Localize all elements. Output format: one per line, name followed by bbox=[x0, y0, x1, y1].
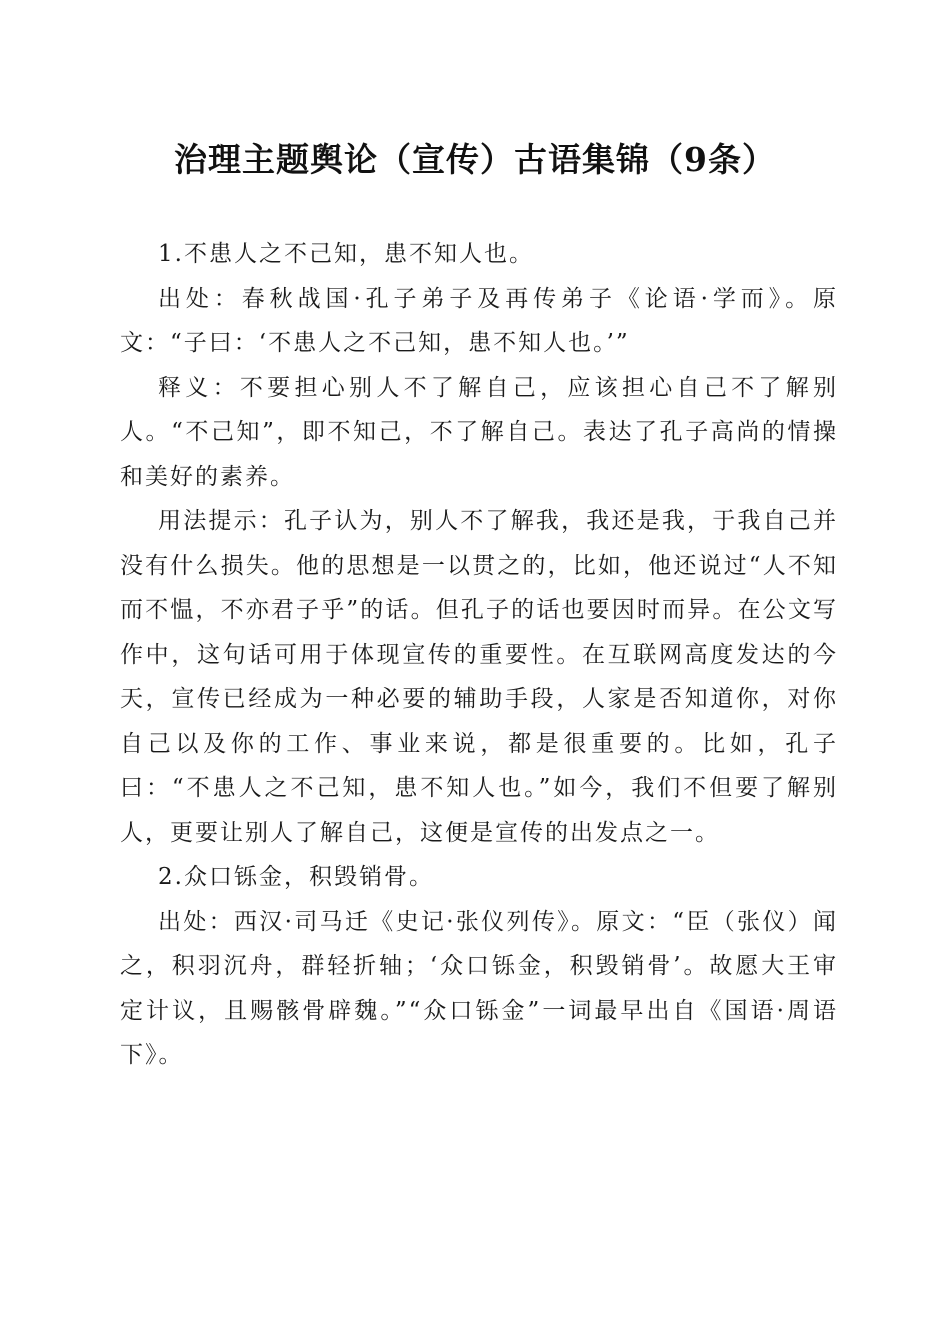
item-1-source: 出处：春秋战国·孔子弟子及再传弟子《论语·学而》。原文：“子曰：‘不患人之不己知，患不知人也。’” bbox=[120, 285, 838, 356]
item-2-source: 出处：西汉·司马迁《史记·张仪列传》。原文：“臣（张仪）闻之，积羽沉舟，群轻折轴；‘众口铄金，积毁销骨’。故愿大王审定计议，且赐骸骨辟魏。”“众口铄金”一词最早出自《国语·周语下》。 bbox=[120, 908, 838, 1068]
document-body bbox=[120, 232, 838, 1078]
item-1-heading: 1.不患人之不己知，患不知人也。 bbox=[158, 241, 534, 267]
document-title: 治理主题舆论（宣传）古语集锦（9条） bbox=[174, 140, 776, 179]
item-1-usage-tip: 用法提示：孔子认为，别人不了解我，我还是我，于我自己并没有什么损失。他的思想是一以贯之的，比如，他还说过“人不知而不愠，不亦君子乎”的话。但孔子的话也要因时而异。在公文写作中，这句话可用于体现宣传的重要性。在互联网高度发达的今天，宣传已经成为一种必要的辅助手段，人家是否知道你，对你自己以及你的工作、事业来说，都是很重要的。比如，孔子曰：“不患人之不己知，患不知人也。”如今，我们不但要了解别人，更要让别人了解自己，这便是宣传的出发点之一。 bbox=[120, 508, 838, 846]
item-2-heading: 2.众口铄金，积毁销骨。 bbox=[158, 864, 434, 890]
item-1-explanation: 释义：不要担心别人不了解自己，应该担心自己不了解别人。“不己知”，即不知己，不了解自己。表达了孔子高尚的情操和美好的素养。 bbox=[120, 374, 838, 490]
